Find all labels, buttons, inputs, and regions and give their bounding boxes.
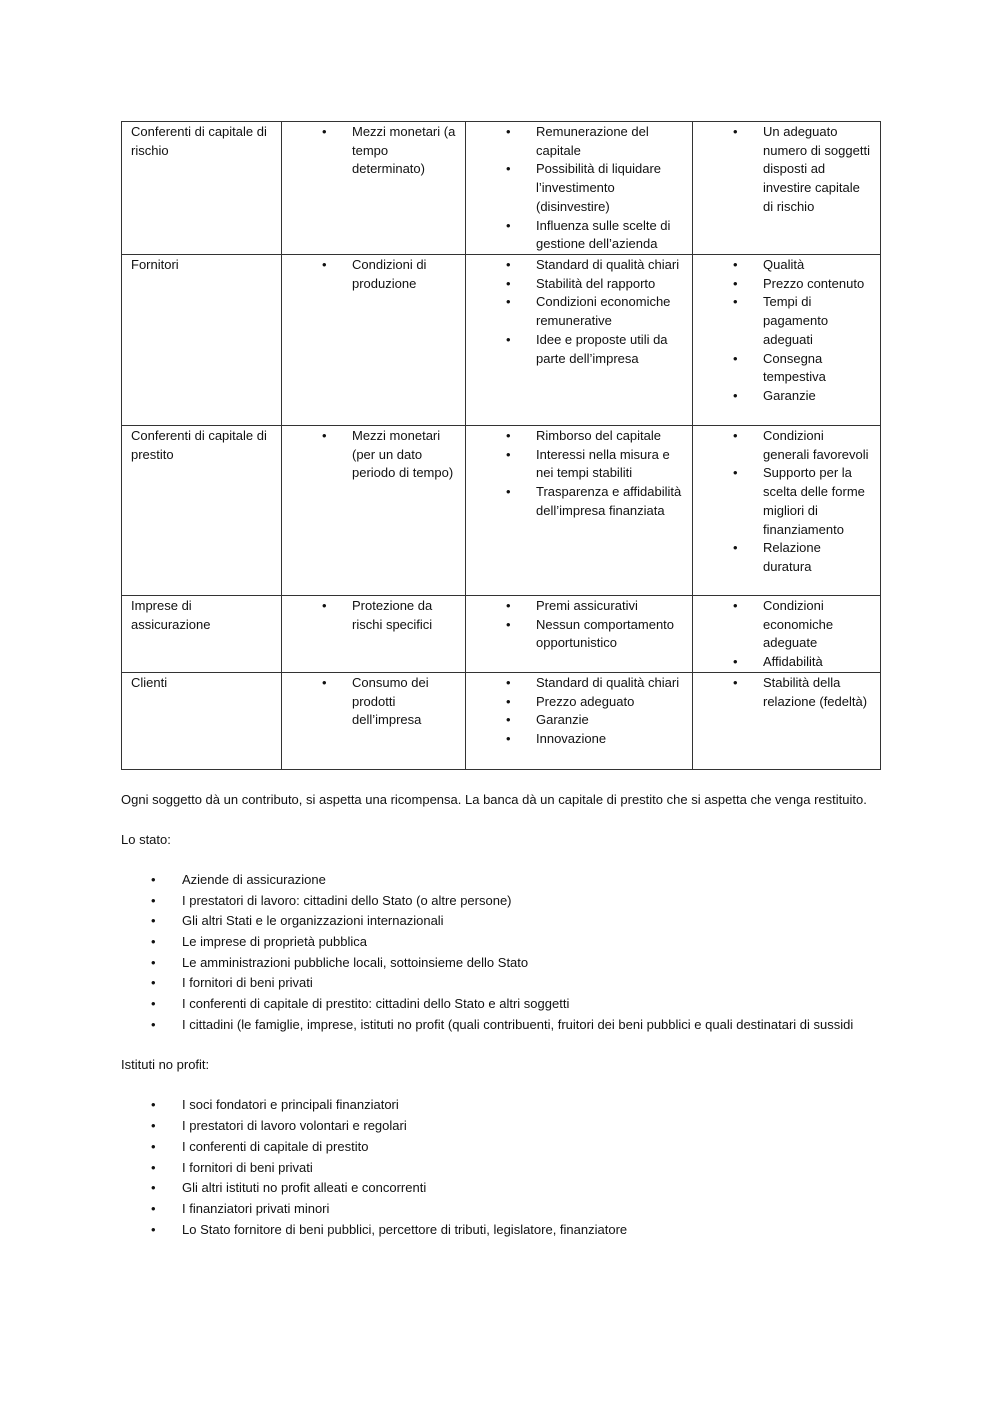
conditions-cell [693, 122, 881, 255]
conditions-list [702, 427, 872, 577]
expectations-list [475, 597, 684, 653]
subject-cell: Imprese di assicurazione [122, 596, 282, 673]
list-item: • Le amministrazioni pubbliche locali, sottoinsieme dello Stato [121, 953, 881, 974]
intro-paragraph: Ogni soggetto dà un contributo, si aspetta una ricompensa. La banca dà un capitale di prestito che si aspetta che venga restituito. [121, 791, 867, 807]
conditions-list [702, 674, 872, 711]
list-item: • Condizioni economiche remunerative [475, 293, 684, 330]
list-item: • Standard di qualità chiari [475, 674, 684, 693]
list-item: • I fornitori di beni privati [121, 973, 881, 994]
stakeholder-table [121, 121, 881, 770]
list-item: • Un adeguato numero di soggetti disposti ad investire capitale di rischio [702, 123, 872, 217]
state-heading: Lo stato: [121, 831, 171, 847]
list-item: • I finanziatori privati minori [121, 1199, 881, 1220]
expectations-cell [466, 672, 693, 769]
expectations-cell [466, 426, 693, 596]
list-item: • Consegna tempestiva [702, 350, 872, 387]
list-item: • Supporto per la scelta delle forme migliori di finanziamento [702, 464, 872, 539]
list-item: • Premi assicurativi [475, 597, 684, 616]
list-item: • Tempi di pagamento adeguati [702, 293, 872, 349]
expectations-cell [466, 255, 693, 426]
conditions-cell [693, 426, 881, 596]
expectations-list [475, 427, 684, 521]
list-item: • Qualità [702, 256, 872, 275]
expectations-list [475, 256, 684, 368]
list-item: • Prezzo adeguato [475, 693, 684, 712]
expectations-list [475, 123, 684, 254]
list-item: • Relazione duratura [702, 539, 872, 576]
table-row [122, 426, 881, 596]
list-item: • I prestatori di lavoro volontari e regolari [121, 1116, 881, 1137]
contribution-list [291, 256, 457, 293]
list-item: • Interessi nella misura e nei tempi stabiliti [475, 446, 684, 483]
table-row [122, 255, 881, 426]
list-item: • Affidabilità [702, 653, 872, 672]
subject-cell: Clienti [122, 672, 282, 769]
list-item: • Remunerazione del capitale [475, 123, 684, 160]
list-item: • Prezzo contenuto [702, 275, 872, 294]
list-item: • Protezione da rischi specifici [291, 597, 457, 634]
document-page [121, 121, 881, 1240]
expectations-list [475, 674, 684, 749]
list-item: • Idee e proposte utili da parte dell’impresa [475, 331, 684, 368]
list-item: • Condizioni di produzione [291, 256, 457, 293]
contribution-list [291, 427, 457, 483]
list-item: • Mezzi monetari (a tempo determinato) [291, 123, 457, 179]
list-item: • Garanzie [702, 387, 872, 406]
list-item: • Consumo dei prodotti dell’impresa [291, 674, 457, 730]
list-item: • Rimborso del capitale [475, 427, 684, 446]
list-item: • Stabilità della relazione (fedeltà) [702, 674, 872, 711]
conditions-list [702, 123, 872, 217]
list-item: • Condizioni generali favorevoli [702, 427, 872, 464]
table-row [122, 672, 881, 769]
list-item: • Possibilità di liquidare l’investimento (disinvestire) [475, 160, 684, 216]
conditions-list [702, 256, 872, 406]
contribution-list [291, 674, 457, 730]
subject-cell: Fornitori [122, 255, 282, 426]
expectations-cell [466, 122, 693, 255]
list-item: • Mezzi monetari (per un dato periodo di tempo) [291, 427, 457, 483]
subject-cell: Conferenti di capitale di prestito [122, 426, 282, 596]
nonprofit-list [121, 1095, 881, 1240]
list-item: • Nessun comportamento opportunistico [475, 616, 684, 653]
list-item: • Gli altri istituti no profit alleati e concorrenti [121, 1178, 881, 1199]
stakeholder-table-body [122, 122, 881, 770]
contribution-cell [282, 426, 466, 596]
table-row [122, 122, 881, 255]
list-item: • Garanzie [475, 711, 684, 730]
list-item: • I prestatori di lavoro: cittadini dello Stato (o altre persone) [121, 891, 881, 912]
list-item: • Trasparenza e affidabilità dell’impresa finanziata [475, 483, 684, 520]
nonprofit-heading: Istituti no profit: [121, 1057, 210, 1073]
list-item: • I soci fondatori e principali finanziatori [121, 1095, 881, 1116]
list-item: • I cittadini (le famiglie, imprese, istituti no profit (quali contribuenti, fruitori dei beni pubblici e quali destinatari di sussidi [121, 1015, 881, 1036]
contribution-list [291, 123, 457, 179]
expectations-cell [466, 596, 693, 673]
list-item: • Innovazione [475, 730, 684, 749]
list-item: • Influenza sulle scelte di gestione dell’azienda [475, 217, 684, 254]
conditions-list [702, 597, 872, 672]
list-item: • I conferenti di capitale di prestito: cittadini dello Stato e altri soggetti [121, 994, 881, 1015]
list-item: • I fornitori di beni privati [121, 1158, 881, 1179]
contribution-cell [282, 672, 466, 769]
subject-cell: Conferenti di capitale di rischio [122, 122, 282, 255]
state-list [121, 870, 881, 1036]
contribution-list [291, 597, 457, 634]
conditions-cell [693, 672, 881, 769]
list-item: • Condizioni economiche adeguate [702, 597, 872, 653]
table-row [122, 596, 881, 673]
list-item: • Gli altri Stati e le organizzazioni internazionali [121, 911, 881, 932]
contribution-cell [282, 255, 466, 426]
conditions-cell [693, 596, 881, 673]
conditions-cell [693, 255, 881, 426]
contribution-cell [282, 122, 466, 255]
list-item: • Le imprese di proprietà pubblica [121, 932, 881, 953]
list-item: • I conferenti di capitale di prestito [121, 1137, 881, 1158]
list-item: • Lo Stato fornitore di beni pubblici, percettore di tributi, legislatore, finanziatore [121, 1220, 881, 1241]
list-item: • Standard di qualità chiari [475, 256, 684, 275]
list-item: • Aziende di assicurazione [121, 870, 881, 891]
contribution-cell [282, 596, 466, 673]
list-item: • Stabilità del rapporto [475, 275, 684, 294]
